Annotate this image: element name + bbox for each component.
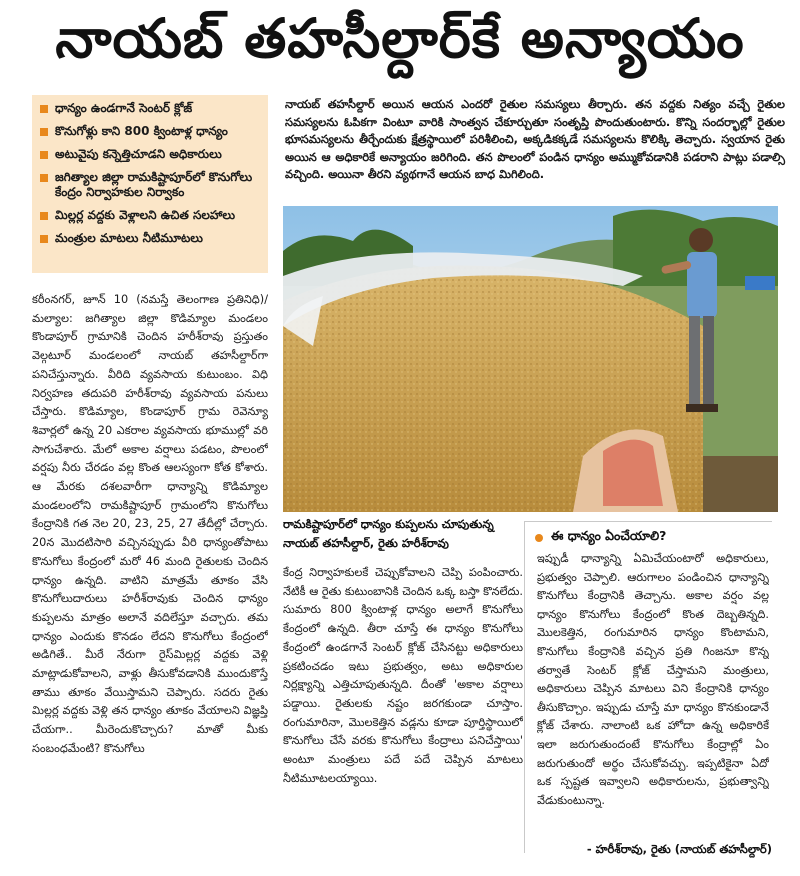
highlight-item bbox=[38, 170, 264, 200]
news-photo bbox=[283, 206, 778, 512]
highlight-item bbox=[38, 147, 264, 162]
caption-line-2: నాయబ్ తహసీల్దార్, రైతు హరీశ్‌రావు bbox=[283, 536, 449, 550]
caption-line-1: రామకిష్టాపూర్‌లో ధాన్యం కుప్పలను చూపుతున్న bbox=[283, 517, 494, 531]
bullet-square-icon bbox=[40, 174, 48, 182]
highlight-item bbox=[38, 101, 264, 116]
bullet-square-icon bbox=[40, 128, 48, 136]
highlight-item bbox=[38, 208, 264, 223]
photo-caption bbox=[283, 515, 523, 561]
highlight-text: ధాన్యం ఉండగానే సెంటర్ క్లోజ్ bbox=[55, 101, 193, 115]
highlight-text: జగిత్యాల జిల్లా రామకిష్టాపూర్‌లో కొనుగోలు కేంద్రం నిర్వాహకుల నిర్వాకం bbox=[55, 170, 253, 199]
bullet-square-icon bbox=[40, 151, 48, 159]
sidebar-body: ఇప్పుడీ ధాన్యాన్ని ఏమిచేయంటారో అధికారులు, ప్రభుత్వం చెప్పాలి. ఆరుగాలం పండించిన ధాన్యాన్ని కొనుగోలు కేంద్రానికి తెచ్చాను. అకాల వర్షం వల్ల ధాన్యం కొనుగోలు కేంద్రంలో కొంత దెబ్బతిన్నది. మొలకెత్తిన, రంగుమారిన ధాన్యం కొంటామని, కొనుగోలు కేంద్రానికి వచ్చిన ప్రతి గింజనూ కొన్న తర్వాతే సెంటర్ క్లోజ్ చేస్తామని మంత్రులు, అధికారులు చెప్పిన మాటలు విని కేంద్రానికి ధాన్యం తీసుకొచ్చాం. ఇప్పుడు చూస్తే మా ధాన్యం కొనకుండానే క్లోజ్ చేశారు. నాలాంటి ఒక హోదా ఉన్న అధికారికే ఇలా జరుగుతుందంటే కొనుగోలు కేంద్రాల్లో ఏం జరుగుతుందో అర్థం చేసుకోవచ్చు. ఇప్పటికైనా ఏదో ఒక స్పష్టత ఇవ్వాలని అధికారులను, ప్రభుత్వాన్ని వేడుకుంటున్నా. bbox=[537, 552, 769, 807]
highlight-text: మిల్లర్ల వద్దకు వెళ్లాలని ఉచిత సలహాలు bbox=[55, 208, 235, 222]
highlights-box bbox=[32, 95, 268, 273]
bullet-square-icon bbox=[40, 105, 48, 113]
article-column-left: కరీంనగర్, జూన్ 10 (నమస్తే తెలంగాణ ప్రతినిధి)/మల్యాల: జగిత్యాల జిల్లా కొడిమ్యాల మండలం కొండాపూర్ గ్రామానికి చెందిన హరీశ్‌రావు ప్రస్తుతం వెల్గటూర్ మండలంలో నాయబ్ తహసీల్దార్‌గా పనిచేస్తున్నారు. వీరిది వ్యవసాయ కుటుంబం. విధి నిర్వహణ తదుపరి హరీశ్‌రావు వ్యవసాయ పనులు చేస్తారు. కొడిమ్యాల, కొండాపూర్ గ్రామ రెవెన్యూ శివార్లలో ఉన్న 20 ఎకరాల వ్యవసాయ భూముల్లో వరి సాగుచేశారు. మేలో అకాల వర్షాలు పడటం, పొలంలో వర్షపు నీరు చేరడం వల్ల కొంత ఆలస్యంగా కోత కోశారు. ఆ మేరకు దశలవారీగా ధాన్యాన్ని కొడిమ్యాల మండలంలోని రామకిష్టాపూర్ గ్రామంలోని కొనుగోలు కేంద్రానికి గత నెల 20, 23, 25, 27 తేదీల్లో చేర్చారు. 20న మొదటిసారి వచ్చినప్పుడు వీరి ధాన్యంతోపాటు కొనుగోలు కేంద్రంలో మరో 46 మంది రైతులకు చెందిన ధాన్యం ఉన్నది. వాటిని మాత్రమే తూకం వేసి కొనుగోలుదారులు హరీశ్‌రావుకు చెందిన ధాన్యం కుప్పలను మాత్రం అలానే వదిలేస్తూ వచ్చారు. తమ ధాన్యం ఎందుకు కొనడం లేదని కొనుగోలు కేంద్రంలో అడిగితే.. మీరే నేరుగా రైస్‌మిల్లర్ల వద్దకు వెళ్లి మాట్లాడుకోవాలని, వాళ్లు తీసుకోవడానికి ముందుకొస్తే తాము తూకం వేయిస్తామని చెప్పారు. సదరు రైతు మిల్లర్ల వద్దకు వెళ్లి తన ధాన్యం తూకం వేయాలని విజ్ఞప్తి చేయగా.. మీరెందుకొచ్చారు? మాతో మీకు సంబంధమేంటి? కొనుగోలు bbox=[32, 293, 268, 755]
sidebar-title bbox=[535, 528, 666, 547]
highlight-item bbox=[38, 124, 264, 139]
bullet-dot-icon bbox=[535, 534, 543, 542]
sidebar-title-text: ఈ ధాన్యం ఏంచేయాలి? bbox=[551, 528, 667, 543]
headline: నాయబ్ తహసీల్దార్‌కే అన్యాయం bbox=[55, 6, 745, 70]
bullet-square-icon bbox=[40, 235, 48, 243]
quote-sidebar bbox=[524, 521, 772, 853]
highlight-text: మంత్రుల మాటలు నీటిమూటలు bbox=[55, 231, 203, 245]
highlight-item bbox=[38, 231, 264, 246]
highlight-text: అటువైపు కన్నెత్తిచూడని అధికారులు bbox=[55, 147, 222, 161]
highlight-text: కొనుగోళ్లు కాని 800 క్వింటాళ్ల ధాన్యం bbox=[55, 124, 228, 138]
article-column-middle: కేంద్ర నిర్వాహకులకే చెప్పుకోవాలని చెప్పి పంపించారు. నేటికీ ఆ రైతు కుటుంబానికి చెందిన ఒక్క బస్తా కొనలేదు. సుమారు 800 క్వింటాళ్ల ధాన్యం అలాగే కొనుగోలు కేంద్రంలో ఉన్నది. తీరా చూస్తే ఈ ధాన్యం కొనుగోలు కేంద్రంలో ఉండగానే సెంటర్ క్లోజ్ చేసినట్టు అధికారులు ప్రకటించడం ఇటు ప్రభుత్వం, అటు అధికారుల నిర్లక్ష్యాన్ని ఎత్తిచూపుతున్నది. దీంతో 'అకాల వర్షాలు పడ్డాయి. రైతులకు నష్టం జరగకుండా చూస్తాం. రంగుమారినా, మొలకెత్తిన వడ్లను కూడా పూర్తిస్థాయిలో కొనుగోలు చేసే వరకు కొనుగోలు కేంద్రాలు పనిచేస్తాయి' అంటూ మంత్రులు పదే పదే చెప్పిన మాటలు నీటిమూటలయ్యాయి. bbox=[283, 566, 523, 785]
grain-heap-photo-illustration bbox=[283, 206, 778, 512]
intro-paragraph: నాయబ్ తహసీల్దార్ అయిన ఆయన ఎందరో రైతుల సమస్యలు తీర్చారు. తన వద్దకు నిత్యం వచ్చే రైతుల సమస్యలను ఓపికగా వింటూ వారికి సాంత్వన చేకూర్చుతూ సంతృప్తి పొందుతుంటారు. కొన్ని సందర్భాల్లో రైతుల భూసమస్యలను తీర్చేందుకు క్షేత్రస్థాయిలో పరిశీలించి, అక్కడికక్కడే సమస్యలను కొలిక్కి తెచ్చారు. స్వయాన రైతు అయిన ఆ అధికారికే అన్యాయం జరిగింది. తన పొలంలో పండిన ధాన్యం అమ్ముకోవడానికి పడరాని పాట్లు పడాల్సి వచ్చింది. అయినా తీరని వ్యథగానే ఆయన బాధ మిగిలింది. bbox=[285, 97, 785, 182]
bullet-square-icon bbox=[40, 212, 48, 220]
quote-signature: - హరీశ్‌రావు, రైతు (నాయబ్ తహసీల్దార్) bbox=[586, 842, 772, 856]
